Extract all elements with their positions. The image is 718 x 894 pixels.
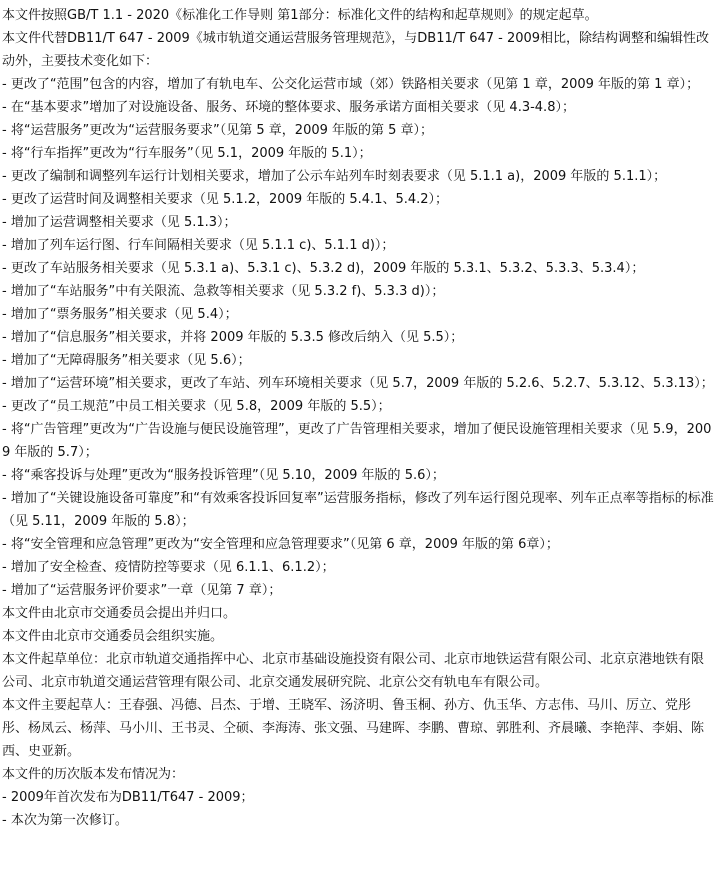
- paragraph-drafters: 本文件主要起草人：王春强、冯德、吕杰、于增、王晓军、汤济明、鲁玉桐、孙方、仇玉华、方志伟、马川、厉立、党彤彤、杨凤云、杨萍、马小川、王书灵、仝硕、李海涛、张文强、马建晖、李鹏、曹琼、郭胜利、齐晨曦、李艳萍、李娟、陈西、史亚新。: [2, 698, 705, 759]
- change-item: - 将“广告管理”更改为“广告设施与便民设施管理”，更改了广告管理相关要求，增加了便民设施管理相关要求（见 5.9，2009 年版的 5.7）；: [2, 422, 712, 460]
- change-item: - 将“运营服务”更改为“运营服务要求”（见第 5 章，2009 年版的第 5 章）；: [2, 123, 434, 138]
- change-item: - 增加了“运营服务评价要求”一章（见第 7 章）；: [2, 583, 282, 598]
- change-item: - 增加了“信息服务”相关要求，并将 2009 年版的 5.3.5 修改后纳入（见 5.5）；: [2, 330, 464, 345]
- change-item: - 在“基本要求”增加了对设施设备、服务、环境的整体要求、服务承诺方面相关要求（见 4.3-4.8）；: [2, 100, 575, 115]
- paragraph-drafting-units: 本文件起草单位：北京市轨道交通指挥中心、北京市基础设施投资有限公司、北京市地铁运营有限公司、北京京港地铁有限公司、北京市轨道交通运营管理有限公司、北京交通发展研究院、北京公交有轨电车有限公司。: [2, 652, 705, 690]
- paragraph-proposer: 本文件由北京市交通委员会提出并归口。: [2, 606, 237, 621]
- change-item: - 更改了运营时间及调整相关要求（见 5.1.2，2009 年版的 5.4.1、5.4.2）；: [2, 192, 449, 207]
- change-item: - 增加了“关键设施设备可靠度”和“有效乘客投诉回复率”运营服务指标，修改了列车运行图兑现率、列车正点率等指标的标准（见 5.11，2009 年版的 5.8）；: [2, 491, 714, 529]
- paragraph-implementer: 本文件由北京市交通委员会组织实施。: [2, 629, 224, 644]
- change-item: - 增加了安全检查、疫情防控等要求（见 6.1.1、6.1.2）；: [2, 560, 335, 575]
- version-history-item: - 本次为第一次修订。: [2, 813, 128, 828]
- change-item: - 增加了运营调整相关要求（见 5.1.3）；: [2, 215, 237, 230]
- change-item: - 增加了“无障碍服务”相关要求（见 5.6）；: [2, 353, 251, 368]
- paragraph-drafting-basis: 本文件按照GB/T 1.1 - 2020《标准化工作导则 第1部分：标准化文件的结构和起草规则》的规定起草。: [2, 8, 598, 23]
- change-item: - 增加了“运营环境”相关要求，更改了车站、列车环境相关要求（见 5.7，2009 年版的 5.2.6、5.2.7、5.3.12、5.3.13）；: [2, 376, 714, 391]
- paragraph-replacement-statement: 本文件代替DB11/T 647 - 2009《城市轨道交通运营服务管理规范》，与DB11/T 647 - 2009相比，除结构调整和编辑性改动外，主要技术变化如下：: [2, 31, 710, 69]
- change-item: - 将“行车指挥”更改为“行车服务”（见 5.1，2009 年版的 5.1）；: [2, 146, 372, 161]
- change-item: - 增加了“车站服务”中有关限流、急救等相关要求（见 5.3.2 f)、5.3.3 d)）；: [2, 284, 445, 299]
- change-item: - 更改了编制和调整列车运行计划相关要求，增加了公示车站列车时刻表要求（见 5.1.1 a)，2009 年版的 5.1.1）；: [2, 169, 667, 184]
- paragraph-version-history-intro: 本文件的历次版本发布情况为：: [2, 767, 185, 782]
- change-item: - 增加了“票务服务”相关要求（见 5.4）；: [2, 307, 238, 322]
- version-history-item: - 2009年首次发布为DB11/T647 - 2009；: [2, 790, 254, 805]
- change-item: - 更改了车站服务相关要求（见 5.3.1 a)、5.3.1 c)、5.3.2 d)，2009 年版的 5.3.1、5.3.2、5.3.3、5.3.4）；: [2, 261, 645, 276]
- change-item: - 将“安全管理和应急管理”更改为“安全管理和应急管理要求”（见第 6 章，2009 年版的第 6章）；: [2, 537, 559, 552]
- change-item: - 增加了列车运行图、行车间隔相关要求（见 5.1.1 c)、5.1.1 d)）；: [2, 238, 395, 253]
- change-item: - 更改了“范围”包含的内容，增加了有轨电车、公交化运营市域（郊）铁路相关要求（见第 1 章，2009 年版的第 1 章）；: [2, 77, 700, 92]
- change-item: - 更改了“员工规范”中员工相关要求（见 5.8，2009 年版的 5.5）；: [2, 399, 391, 414]
- change-item: - 将“乘客投诉与处理”更改为“服务投诉管理”（见 5.10，2009 年版的 5.6）；: [2, 468, 445, 483]
